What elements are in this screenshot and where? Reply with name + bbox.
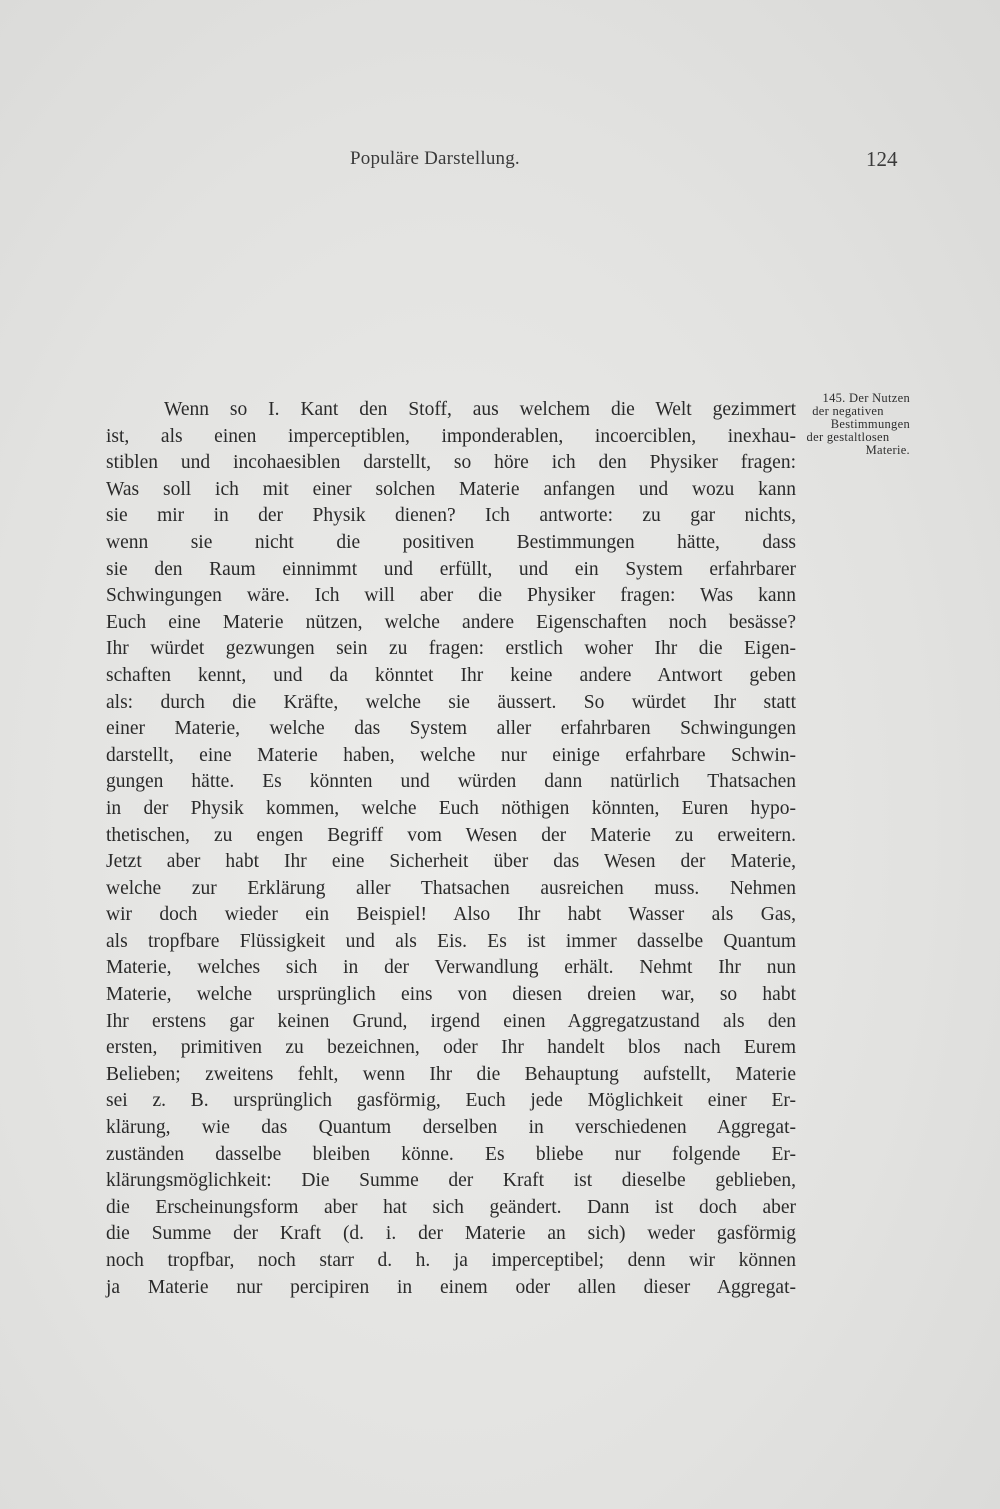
text-line: ist, als einen imperceptiblen, imponderablen, incoerciblen, inexhau- [106, 425, 796, 447]
text-line: klärungsmöglichkeit: Die Summe der Kraft ist dieselbe geblieben, [106, 1170, 796, 1192]
text-line: stiblen und incohaesiblen darstellt, so höre ich den Physiker fragen: [106, 452, 796, 474]
text-line: Ihr erstens gar keinen Grund, irgend einen Aggregatzustand als den [106, 1010, 796, 1032]
text-line: klärung, wie das Quantum derselben in verschiedenen Aggregat- [106, 1117, 796, 1139]
text-line: welche zur Erklärung aller Thatsachen ausreichen muss. Nehmen [106, 877, 796, 899]
text-line: Materie, welche ursprünglich eins von diesen dreien war, so habt [106, 984, 796, 1006]
marginal-note [786, 392, 910, 457]
text-line: noch tropfbar, noch starr d. h. ja imperceptibel; denn wir können [106, 1250, 796, 1271]
marginal-note-line: Bestimmungen [830, 417, 910, 431]
marginal-note-line: 145. Der Nutzen [822, 391, 910, 405]
text-line: sie den Raum einnimmt und erfüllt, und ein System erfahrbarer [106, 558, 796, 580]
text-line: als tropfbare Flüssigkeit und als Eis. Es ist immer dasselbe Quantum [106, 930, 796, 952]
body-paragraph [106, 397, 796, 1301]
text-line: als: durch die Kräfte, welche sie äussert. So würdet Ihr statt [106, 691, 796, 713]
text-line: Was soll ich mit einer solchen Materie anfangen und wozu kann [106, 478, 796, 500]
text-line: einer Materie, welche das System aller erfahrbaren Schwingungen [106, 718, 796, 740]
marginal-note-line: Materie. [865, 443, 910, 457]
text-line: sie mir in der Physik dienen? Ich antworte: zu gar nichts, [106, 505, 796, 527]
text-line: ja Materie nur percipiren in einem oder allen dieser Aggregat- [106, 1276, 796, 1298]
text-line: die Erscheinungsform aber hat sich geändert. Dann ist doch aber [106, 1196, 796, 1218]
text-line: wir doch wieder ein Beispiel! Also Ihr habt Wasser als Gas, [106, 904, 796, 926]
text-line: Ihr würdet gezwungen sein zu fragen: erstlich woher Ihr die Eigen- [106, 638, 796, 660]
text-line: in der Physik kommen, welche Euch nöthigen könnten, Euren hypo- [106, 797, 796, 819]
running-header: Populäre Darstellung. [350, 148, 520, 169]
text-line: Belieben; zweitens fehlt, wenn Ihr die Behauptung aufstellt, Materie [106, 1063, 796, 1085]
text-line: Materie, welches sich in der Verwandlung erhält. Nehmt Ihr nun [106, 957, 796, 979]
text-line: sei z. B. ursprünglich gasförmig, Euch jede Möglichkeit einer Er- [106, 1090, 796, 1112]
page-number: 124 [866, 147, 898, 171]
marginal-note-line: der negativen [812, 404, 884, 418]
text-line: Schwingungen wäre. Ich will aber die Physiker fragen: Was kann [106, 585, 796, 607]
text-line: wenn sie nicht die positiven Bestimmungen hätte, dass [106, 531, 796, 553]
text-line: schaften kennt, und da könntet Ihr keine andere Antwort geben [106, 664, 796, 686]
text-line: die Summe der Kraft (d. i. der Materie an sich) weder gasförmig [106, 1223, 796, 1245]
text-line: Wenn so I. Kant den Stoff, aus welchem die Welt gezimmert [164, 399, 796, 420]
marginal-note-line: der gestaltlosen [806, 430, 890, 444]
text-line: Euch eine Materie nützen, welche andere Eigenschaften noch besässe? [106, 611, 796, 633]
text-line: darstellt, eine Materie haben, welche nur einige erfahrbare Schwin- [106, 744, 796, 766]
text-line: zuständen dasselbe bleiben könne. Es bliebe nur folgende Er- [106, 1143, 796, 1165]
text-line: Jetzt aber habt Ihr eine Sicherheit über das Wesen der Materie, [106, 851, 796, 873]
text-line: ersten, primitiven zu bezeichnen, oder Ihr handelt blos nach Eurem [106, 1037, 796, 1059]
text-line: gungen hätte. Es könnten und würden dann natürlich Thatsachen [106, 771, 796, 793]
text-line: thetischen, zu engen Begriff vom Wesen der Materie zu erweitern. [106, 824, 796, 846]
